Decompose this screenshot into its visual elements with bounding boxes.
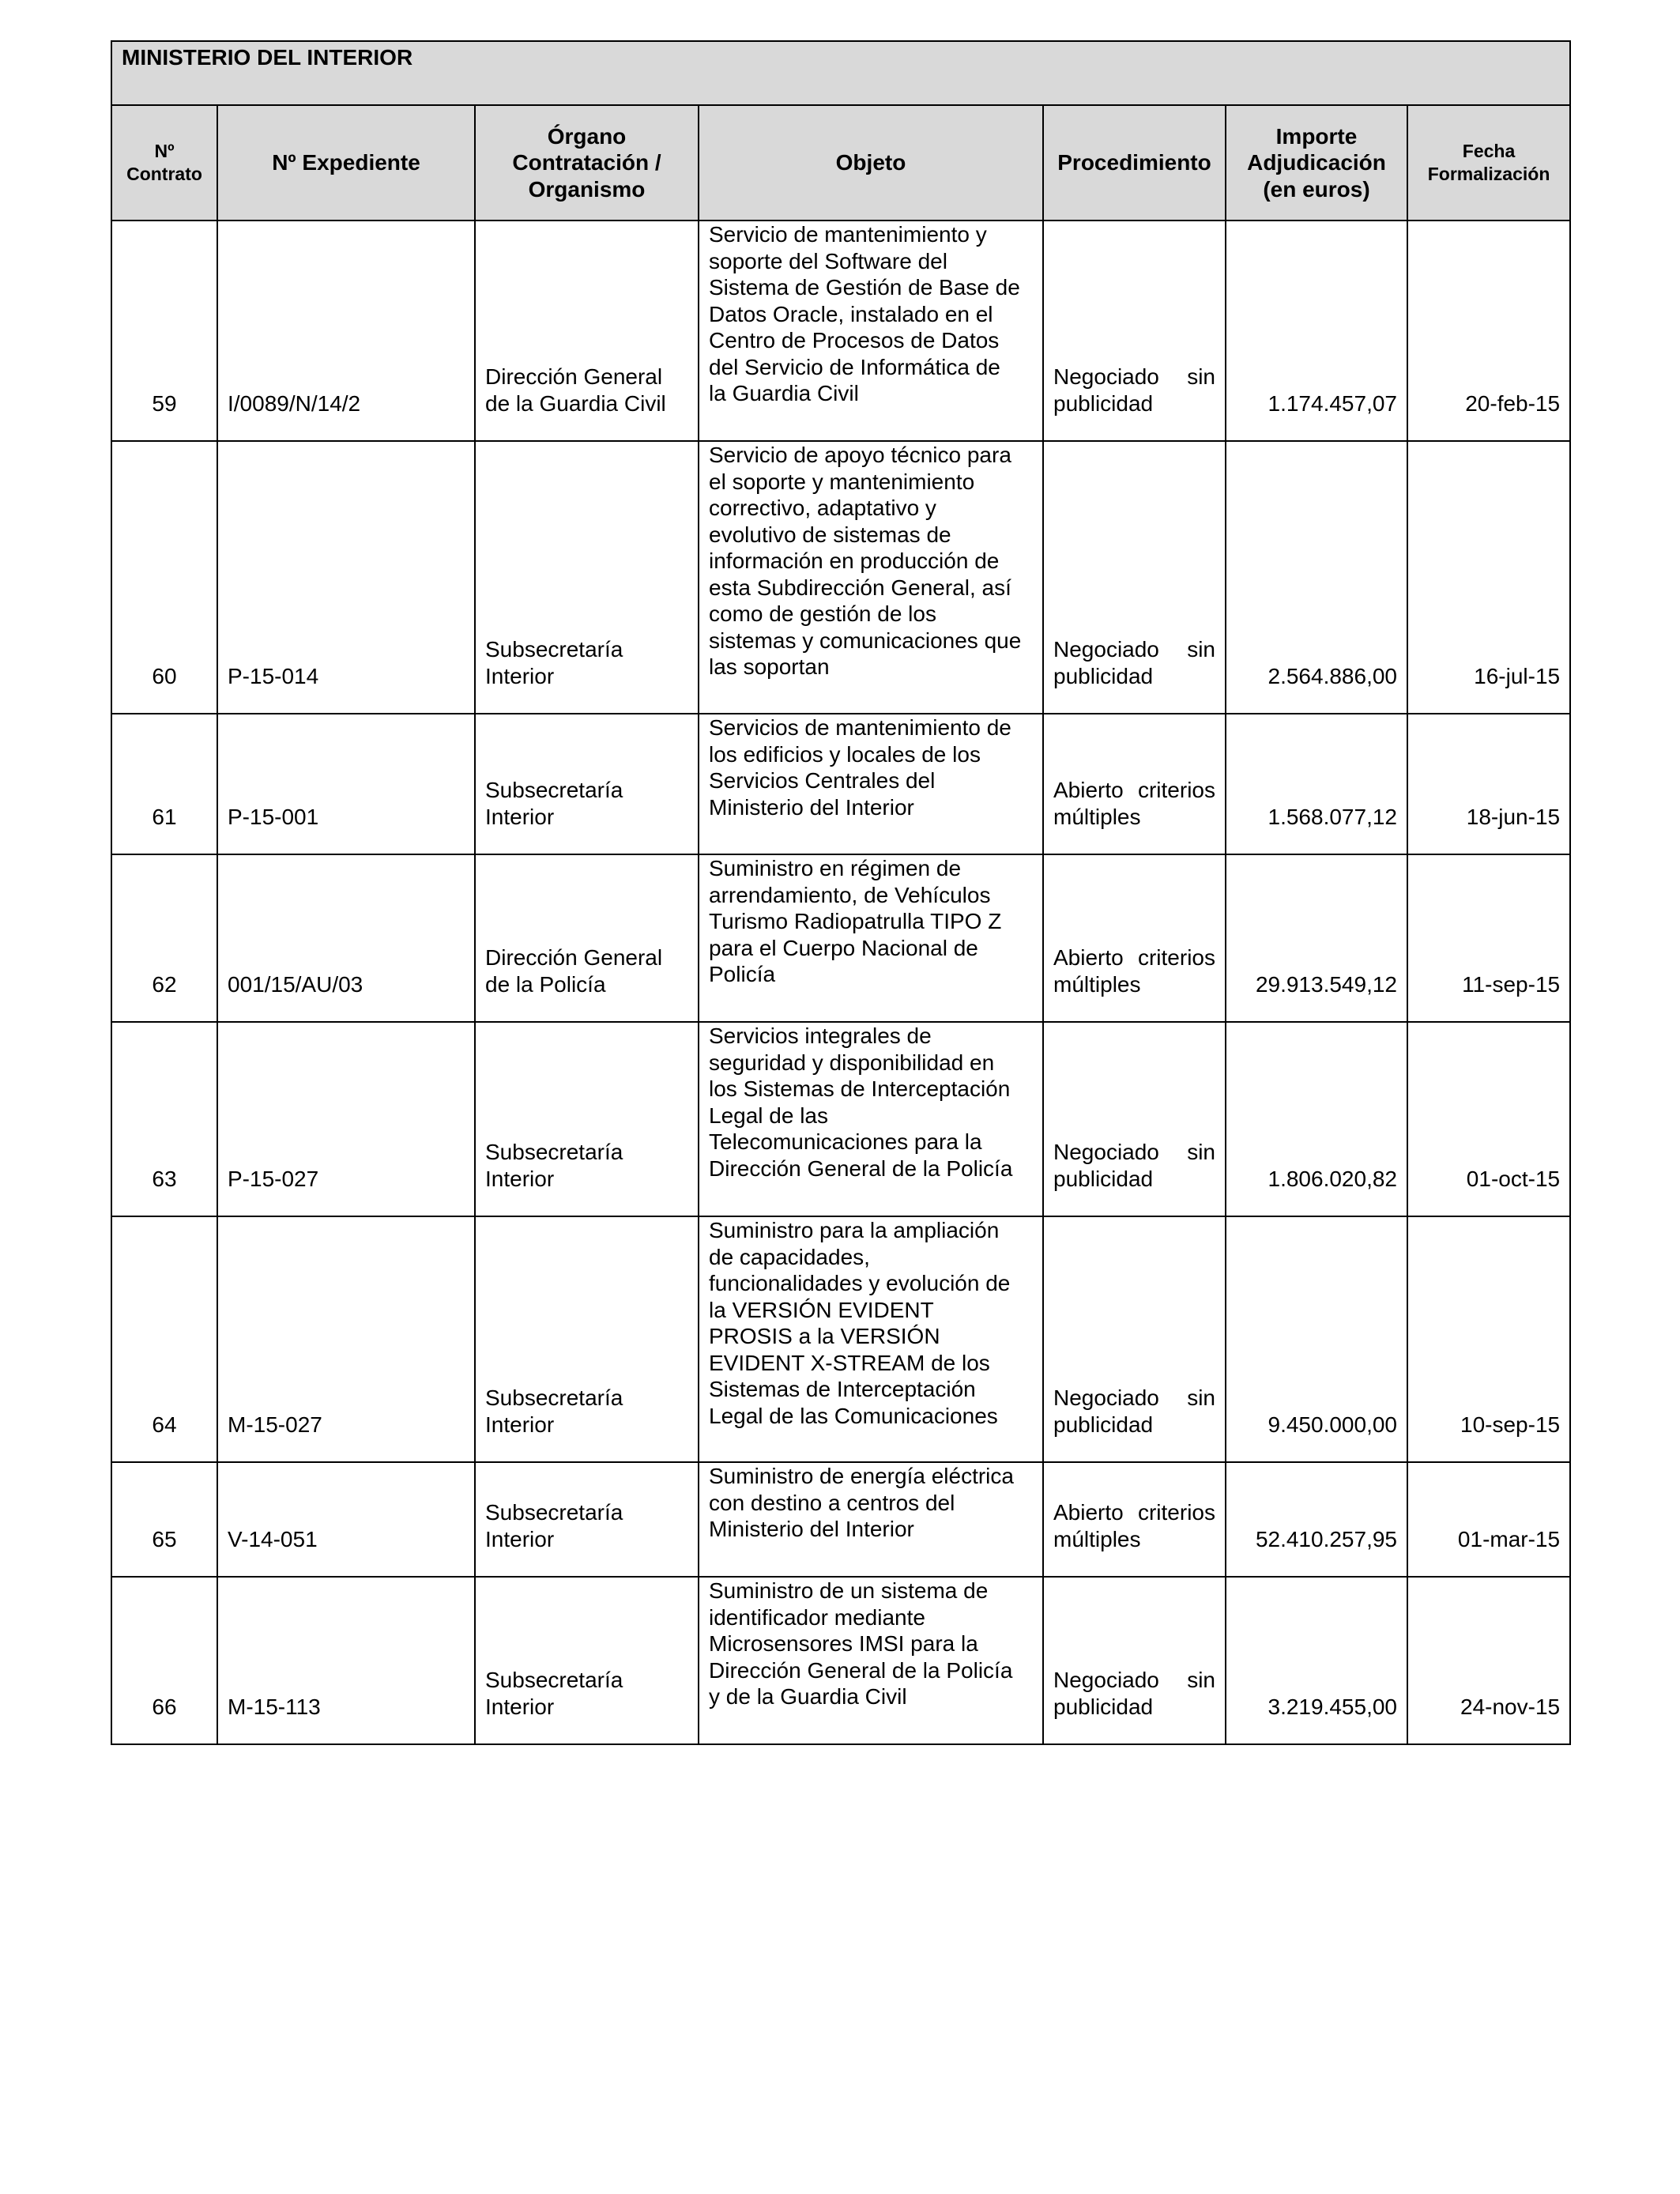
cell-objeto: Suministro para la ampliación de capacidades, funcionalidades y evolución de la VERSIÓN EVIDENT PROSIS a la VERSIÓN EVIDENT X-STREAM de los Sistemas de Interceptación Legal de las Comunicaciones: [699, 1216, 1043, 1462]
cell-procedimiento: Abierto criterios múltiples: [1043, 1462, 1226, 1577]
table-row: [111, 1462, 1570, 1577]
cell-importe: 29.913.549,12: [1226, 854, 1407, 1022]
cell-importe: 1.568.077,12: [1226, 714, 1407, 854]
cell-organo: Dirección General de la Guardia Civil: [475, 221, 699, 441]
cell-organo: Subsecretaría Interior: [475, 714, 699, 854]
table-row: [111, 714, 1570, 854]
cell-organo: Subsecretaría Interior: [475, 441, 699, 714]
cell-procedimiento: Abierto criterios múltiples: [1043, 714, 1226, 854]
cell-procedimiento: Negociado sin publicidad: [1043, 1216, 1226, 1462]
header-row: [111, 105, 1570, 221]
cell-objeto: Servicio de mantenimiento y soporte del Software del Sistema de Gestión de Base de Datos Oracle, instalado en el Centro de Procesos de Datos del Servicio de Informática de la Guardia Civil: [699, 221, 1043, 441]
cell-importe: 52.410.257,95: [1226, 1462, 1407, 1577]
cell-procedimiento: Negociado sin publicidad: [1043, 1577, 1226, 1744]
cell-organo: Subsecretaría Interior: [475, 1577, 699, 1744]
cell-fecha: 01-mar-15: [1407, 1462, 1570, 1577]
cell-expediente: M-15-113: [217, 1577, 475, 1744]
cell-expediente: 001/15/AU/03: [217, 854, 475, 1022]
cell-organo: Subsecretaría Interior: [475, 1462, 699, 1577]
cell-n-contrato: 65: [111, 1462, 217, 1577]
cell-objeto: Servicios integrales de seguridad y disponibilidad en los Sistemas de Interceptación Legal de las Telecomunicaciones para la Dirección General de la Policía: [699, 1022, 1043, 1216]
cell-n-contrato: 66: [111, 1577, 217, 1744]
cell-n-contrato: 61: [111, 714, 217, 854]
header-procedimiento: Procedimiento: [1043, 105, 1226, 221]
cell-n-contrato: 64: [111, 1216, 217, 1462]
cell-importe: 1.174.457,07: [1226, 221, 1407, 441]
cell-fecha: 24-nov-15: [1407, 1577, 1570, 1744]
cell-expediente: P-15-001: [217, 714, 475, 854]
cell-importe: 3.219.455,00: [1226, 1577, 1407, 1744]
table-row: [111, 441, 1570, 714]
table-row: [111, 1577, 1570, 1744]
cell-procedimiento: Negociado sin publicidad: [1043, 221, 1226, 441]
cell-procedimiento: Negociado sin publicidad: [1043, 441, 1226, 714]
contracts-table: [111, 40, 1571, 1745]
cell-fecha: 11-sep-15: [1407, 854, 1570, 1022]
cell-organo: Subsecretaría Interior: [475, 1216, 699, 1462]
header-n-expediente: Nº Expediente: [217, 105, 475, 221]
cell-n-contrato: 62: [111, 854, 217, 1022]
table-row: [111, 854, 1570, 1022]
cell-importe: 1.806.020,82: [1226, 1022, 1407, 1216]
cell-expediente: P-15-014: [217, 441, 475, 714]
cell-objeto: Suministro de energía eléctrica con destino a centros del Ministerio del Interior: [699, 1462, 1043, 1577]
cell-objeto: Suministro en régimen de arrendamiento, de Vehículos Turismo Radiopatrulla TIPO Z para el Cuerpo Nacional de Policía: [699, 854, 1043, 1022]
cell-organo: Dirección General de la Policía: [475, 854, 699, 1022]
header-objeto: Objeto: [699, 105, 1043, 221]
header-organo: Órgano Contratación / Organismo: [475, 105, 699, 221]
table-row: [111, 221, 1570, 441]
header-fecha: Fecha Formalización: [1407, 105, 1570, 221]
cell-fecha: 20-feb-15: [1407, 221, 1570, 441]
cell-expediente: M-15-027: [217, 1216, 475, 1462]
cell-objeto: Servicio de apoyo técnico para el soporte y mantenimiento correctivo, adaptativo y evolutivo de sistemas de información en producción de esta Subdirección General, así como de gestión de los sistemas y comunicaciones que las soportan: [699, 441, 1043, 714]
cell-importe: 9.450.000,00: [1226, 1216, 1407, 1462]
cell-n-contrato: 63: [111, 1022, 217, 1216]
cell-objeto: Servicios de mantenimiento de los edificios y locales de los Servicios Centrales del Ministerio del Interior: [699, 714, 1043, 854]
header-n-contrato: Nº Contrato: [111, 105, 217, 221]
ministry-title: MINISTERIO DEL INTERIOR: [111, 41, 1570, 105]
table-row: [111, 1022, 1570, 1216]
cell-organo: Subsecretaría Interior: [475, 1022, 699, 1216]
cell-fecha: 16-jul-15: [1407, 441, 1570, 714]
cell-fecha: 18-jun-15: [1407, 714, 1570, 854]
header-importe: Importe Adjudicación (en euros): [1226, 105, 1407, 221]
cell-objeto: Suministro de un sistema de identificador mediante Microsensores IMSI para la Dirección General de la Policía y de la Guardia Civil: [699, 1577, 1043, 1744]
cell-n-contrato: 60: [111, 441, 217, 714]
cell-expediente: V-14-051: [217, 1462, 475, 1577]
cell-procedimiento: Abierto criterios múltiples: [1043, 854, 1226, 1022]
cell-importe: 2.564.886,00: [1226, 441, 1407, 714]
ministry-row: [111, 41, 1570, 105]
table-row: [111, 1216, 1570, 1462]
cell-fecha: 10-sep-15: [1407, 1216, 1570, 1462]
cell-procedimiento: Negociado sin publicidad: [1043, 1022, 1226, 1216]
cell-expediente: P-15-027: [217, 1022, 475, 1216]
cell-fecha: 01-oct-15: [1407, 1022, 1570, 1216]
cell-expediente: I/0089/N/14/2: [217, 221, 475, 441]
cell-n-contrato: 59: [111, 221, 217, 441]
